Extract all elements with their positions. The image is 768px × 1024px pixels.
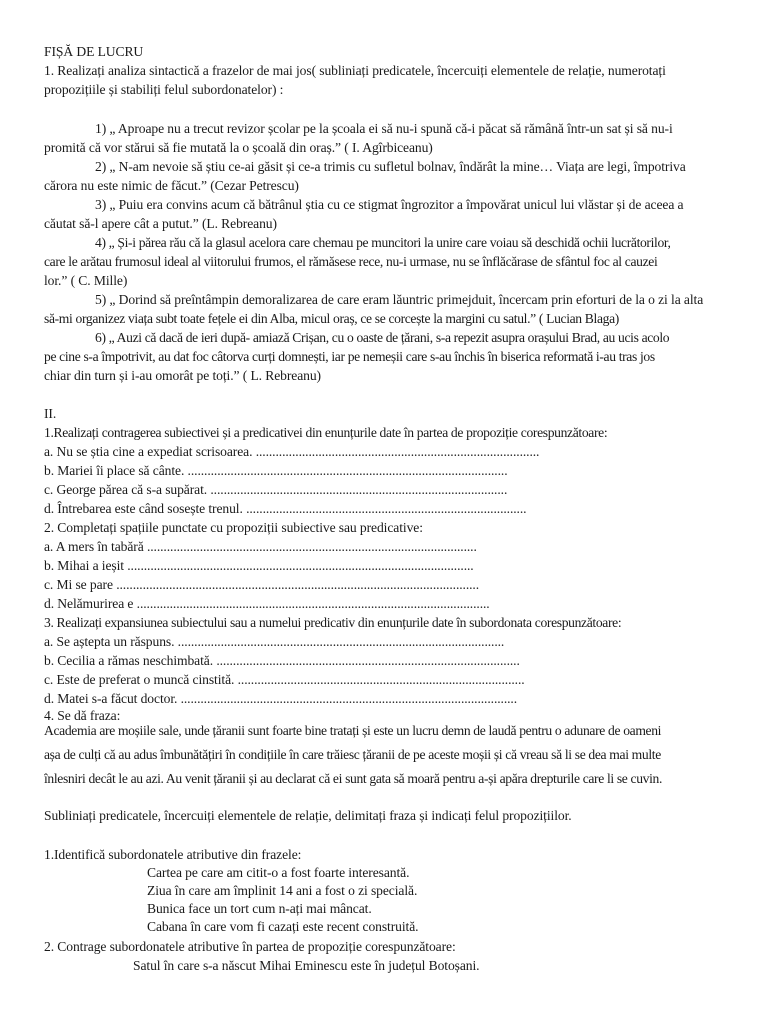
sentence-3-line-2: căutat să-l apere cât a putut.” (L. Rebreanu) bbox=[44, 216, 277, 231]
given-sentence-line-2: așa de culți că au adus îmbunătățiri în condițiile în care trăiesc țăranii de pe aceste moșii și că vreau să li se dea mai multe bbox=[44, 747, 661, 762]
part2-ex3-instruction: 3. Realizați expansiunea subiectului sau a numelui predicativ din enunțurile date în subordonata corespunzătoare: bbox=[44, 615, 622, 630]
sentence-4-line-1: 4) „ Și-i părea rău că la glasul acelora care chemau pe muncitori la unire care voiau să deschidă ochii lucrătorilor, bbox=[95, 235, 671, 250]
part3-ex2-instruction: 2. Contrage subordonatele atributive în partea de propoziție corespunzătoare: bbox=[44, 939, 456, 954]
sentence-6-line-1: 6) „ Auzi că dacă de ieri după- amiază Crișan, cu o oaste de țărani, s-a repezit asupra orașului Brad, au ucis acolo bbox=[95, 330, 670, 345]
given-sentence-line-3: înlesniri decât le au azi. Au venit țăranii și au declarat că ei sunt gata să moară pentru a-și apăra drepturile care li se cuvin. bbox=[44, 771, 663, 786]
part2-ex3-item-a: a. Se aștepta un răspuns. ................................................................................................... bbox=[44, 634, 505, 649]
part3-ex1-sentence-3: Bunica face un tort cum n-ați mai mâncat. bbox=[147, 901, 372, 916]
given-sentence-line-1: Academia are moșiile sale, unde țăranii sunt foarte bine tratați și este un lucru demn de laudă pentru o adunare de oameni bbox=[44, 723, 662, 738]
part2-heading: II. bbox=[44, 406, 57, 421]
sentence-6-line-3: chiar din turn și i-au omorât pe toți.” ( L. Rebreanu) bbox=[44, 368, 321, 383]
part3-ex1-sentence-1: Cartea pe care am citit-o a fost foarte interesantă. bbox=[147, 865, 410, 880]
part2-ex3-item-b: b. Cecilia a rămas neschimbată. ............................................................................................ bbox=[44, 653, 520, 668]
sentence-5-line-1: 5) „ Dorind să preîntâmpin demoralizarea de care eram lăuntric primejduit, încercam prin eforturi de la o zi la alta bbox=[95, 292, 704, 307]
sentence-2-line-1: 2) „ N-am nevoie să știu ce-ai găsit și ce-a trimis cu sufletul bolnav, îndărât la mine… Viața are legi, împotriva bbox=[95, 159, 686, 174]
part2-ex2-item-c: c. Mi se pare .............................................................................................................. bbox=[44, 577, 480, 592]
part2-ex1-item-d: d. Întrebarea este când sosește trenul. ..................................................................................... bbox=[44, 501, 527, 516]
sentence-5-line-2: să-mi organizez viața subt toate fețele ei din Alba, micul oraș, ce se corcește la margini cu satul.” ( Lucian Blaga) bbox=[44, 311, 619, 326]
worksheet-title: FIȘĂ DE LUCRU bbox=[44, 44, 144, 59]
part2-ex2-instruction: 2. Completați spațiile punctate cu propoziții subiective sau predicative: bbox=[44, 520, 423, 535]
part3-ex2-sentence-1: Satul în care s-a născut Mihai Eminescu este în județul Botoșani. bbox=[133, 958, 480, 973]
sentence-4-line-3: lor.” ( C. Mille) bbox=[44, 273, 128, 288]
part1-instruction-line-1: 1. Realizați analiza sintactică a frazelor de mai jos( subliniați predicatele, încercuiți elementele de relație, numerotați bbox=[44, 63, 666, 78]
part2-ex1-instruction: 1.Realizați contragerea subiectivei și a predicativei din enunțurile date în partea de propoziție corespunzătoare: bbox=[44, 425, 608, 440]
part2-ex4-task: Subliniați predicatele, încercuiți elementele de relație, delimitați fraza și indicați felul propozițiilor. bbox=[44, 808, 572, 823]
sentence-1-line-2: promită că vor stărui să fie mutată la o școală din oraș.” ( I. Agîrbiceanu) bbox=[44, 140, 433, 155]
part1-instruction-line-2: propozițiile și stabiliți felul subordonatelor) : bbox=[44, 82, 284, 97]
part2-ex3-item-c: c. Este de preferat o muncă cinstită. ....................................................................................... bbox=[44, 672, 525, 687]
part3-ex1-sentence-2: Ziua în care am împlinit 14 ani a fost o zi specială. bbox=[147, 883, 418, 898]
part2-ex2-item-a: a. A mers în tabără .................................................................................................... bbox=[44, 539, 477, 554]
sentence-4-line-2: care le arătau frumosul ideal al viitorului frumos, el rămăsese rece, nu-i urmase, nu se înflăcărase de sfântul foc al cauzei bbox=[44, 254, 658, 269]
sentence-1-line-1: 1) „ Aproape nu a trecut revizor școlar pe la școala ei să nu-i spună că-i păcat să rămână într-un sat și să nu-i bbox=[95, 121, 673, 136]
part2-ex2-item-b: b. Mihai a ieșit ......................................................................................................... bbox=[44, 558, 474, 573]
part2-ex3-item-d: d. Matei s-a făcut doctor. ...................................................................................................... bbox=[44, 691, 518, 706]
part2-ex1-item-c: c. George părea că s-a supărat. .......................................................................................... bbox=[44, 482, 508, 497]
part2-ex1-item-a: a. Nu se știa cine a expediat scrisoarea. ...................................................................................... bbox=[44, 444, 540, 459]
sentence-3-line-1: 3) „ Puiu era convins acum că bătrânul știa cu ce stigmat îngrozitor a împovărat unicul lui vlăstar și de aceea a bbox=[95, 197, 684, 212]
part3-ex1-instruction: 1.Identifică subordonatele atributive din frazele: bbox=[44, 847, 302, 862]
part2-ex2-item-d: d. Nelămurirea e ........................................................................................................... bbox=[44, 596, 490, 611]
sentence-6-line-2: pe cine s-a împotrivit, au dat foc câtorva curți domnești, iar pe nemeșii care s-au închis în biserica reformată i-au tras jos bbox=[44, 349, 655, 364]
sentence-2-line-2: cărora nu este nimic de făcut.” (Cezar Petrescu) bbox=[44, 178, 299, 193]
part3-ex1-sentence-4: Cabana în care vom fi cazați este recent construită. bbox=[147, 919, 419, 934]
part2-ex1-item-b: b. Mariei îi place să cânte. ................................................................................................. bbox=[44, 463, 508, 478]
part2-ex4-label: 4. Se dă fraza: bbox=[44, 708, 121, 723]
